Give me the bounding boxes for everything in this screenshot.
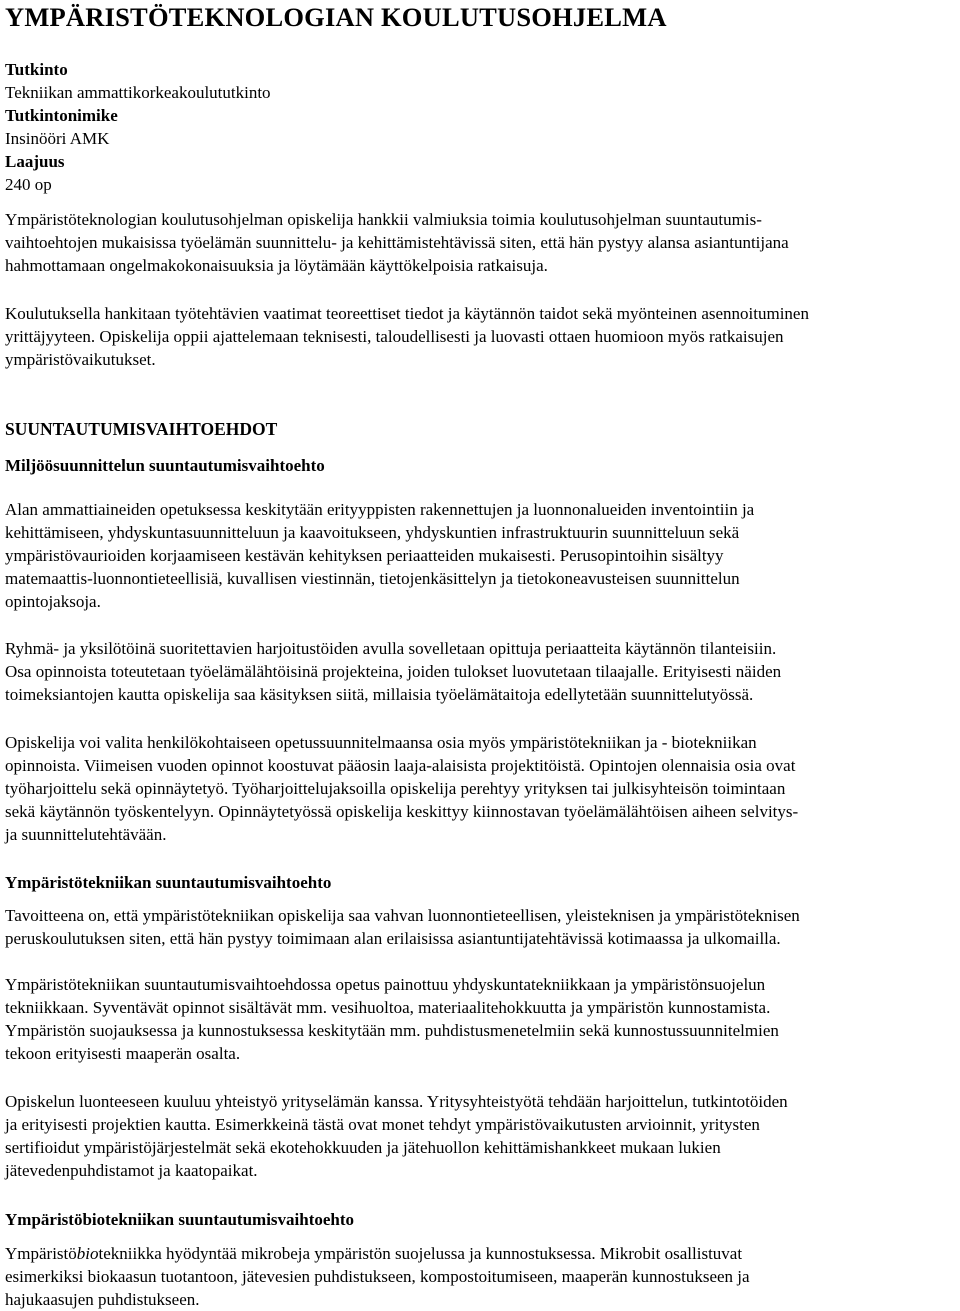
text-line: sertifioidut ympäristöjärjestelmät sekä ekotehokkuuden ja jätehuollon kehittämishankkeet mukaan lukien bbox=[5, 1138, 721, 1157]
text-line: opinnoista. Viimeisen vuoden opinnot koostuvat pääosin laaja-alaisista projektitöistä. Opintojen olennaisia osia ovat bbox=[5, 756, 796, 775]
ymparisto-heading: Ympäristötekniikan suuntautumisvaihtoehto bbox=[5, 873, 332, 892]
ymparisto-paragraph-1 bbox=[5, 904, 955, 950]
miljoo-paragraph-2 bbox=[5, 637, 955, 706]
text-line: Opiskelija voi valita henkilökohtaiseen opetussuunnitelmaansa osia myös ympäristötekniikan ja - biotekniikan bbox=[5, 733, 757, 752]
text-line: jätevedenpuhdistamot ja kaatopaikat. bbox=[5, 1161, 258, 1180]
miljoo-paragraph-3 bbox=[5, 731, 955, 846]
text-line: tekoon erityisesti maaperän osalta. bbox=[5, 1044, 241, 1063]
text-line: ympäristövaurioiden korjaamiseen kestävän kehityksen periaatteiden mukaisesti. Perusopintoihin sisältyy bbox=[5, 546, 724, 565]
ymparisto-paragraph-2 bbox=[5, 973, 955, 1065]
text-line: tekniikkaan. Syventävät opinnot sisältävät mm. vesihuoltoa, materiaalitehokkuutta ja ympäristön kunnostamista. bbox=[5, 998, 771, 1017]
degree-info bbox=[5, 58, 955, 196]
text-line: yrittäjyyteen. Opiskelija oppii ajattelemaan teknisesti, taloudellisesti ja luovasti ottaen huomioon myös ratkaisujen bbox=[5, 327, 784, 346]
text-line: Ympäristön suojauksessa ja kunnostuksessa keskitytään mm. puhdistusmenetelmiin sekä kunnostussuunnitelmien bbox=[5, 1021, 779, 1040]
text-line: esimerkiksi biokaasun tuotantoon, jätevesien puhdistukseen, kompostoitumiseen, maaperän kunnostukseen ja bbox=[5, 1267, 750, 1286]
bio-paragraph-1 bbox=[5, 1242, 955, 1311]
text-line: ympäristövaikutukset. bbox=[5, 350, 156, 369]
text-line: opintojaksoja. bbox=[5, 592, 101, 611]
text-line: Ympäristötekniikan suuntautumisvaihtoehdossa opetus painottuu yhdyskuntatekniikkaan ja ympäristönsuojelun bbox=[5, 975, 766, 994]
text-line: ja erityisesti projektien kautta. Esimerkkeinä tästä ovat monet tehdyt ympäristövaikutusten arvioinnit, yritysten bbox=[5, 1115, 760, 1134]
text-line: ja suunnittelutehtävään. bbox=[5, 825, 167, 844]
text-line: sekä käytännön työskentelyyn. Opinnäytetyössä opiskelija keskittyy kiinnostavan työelämälähtöisen aiheen selvitys- bbox=[5, 802, 799, 821]
scope-label: Laajuus bbox=[5, 152, 65, 171]
text-line: Ympäristöteknologian koulutusohjelman opiskelija hankkii valmiuksia toimia koulutusohjelman suuntautumis- bbox=[5, 210, 762, 229]
text-line: hajukaasujen puhdistukseen. bbox=[5, 1290, 200, 1309]
text-line: Osa opinnoista toteutetaan työelämälähtöisinä projekteina, joiden tulokset luovutetaan tilaajalle. Erityisesti näiden bbox=[5, 662, 782, 681]
ymparisto-paragraph-3 bbox=[5, 1090, 955, 1182]
text-run-italic: bio bbox=[76, 1244, 99, 1263]
text-line: matemaattis-luonnontieteellisiä, kuvallisen viestinnän, tietojenkäsittelyn ja tietokoneavusteisen suunnittelun bbox=[5, 569, 740, 588]
intro-paragraph-1 bbox=[5, 208, 955, 277]
text-run: Ympäristö bbox=[5, 1244, 77, 1263]
text-line: kehittämiseen, yhdyskuntasuunnitteluun ja kaavoitukseen, yhdyskuntien infrastruktuurin suunnitteluun sekä bbox=[5, 523, 740, 542]
degree-title-label: Tutkintonimike bbox=[5, 106, 118, 125]
text-line: Alan ammattiaineiden opetuksessa keskitytään erityyppisten rakennettujen ja luonnonalueiden inventointiin ja bbox=[5, 500, 755, 519]
text-line: Koulutuksella hankitaan työtehtävien vaatimat teoreettiset tiedot ja käytännön taidot sekä myönteinen asennoituminen bbox=[5, 304, 809, 323]
miljoo-paragraph-1 bbox=[5, 498, 955, 613]
text-line: työharjoittelu sekä opinnäytetyö. Työharjoittelujaksoilla opiskelija perehtyy yrityksen tai julkisyhteisön toimintaan bbox=[5, 779, 786, 798]
degree-value: Tekniikan ammattikorkeakoulututkinto bbox=[5, 83, 271, 102]
text-run: tekniikka hyödyntää mikrobeja ympäristön suojelussa ja kunnostuksessa. Mikrobit osallistuvat bbox=[98, 1244, 743, 1263]
text-line: Ryhmä- ja yksilötöinä suoritettavien harjoitustöiden avulla sovelletaan opittuja periaatteita käytännön tilanteisiin. bbox=[5, 639, 777, 658]
text-line: toimeksiantojen kautta opiskelija saa käsityksen siitä, millaisia työelämätaitoja edellytetään suunnittelutyössä. bbox=[5, 685, 754, 704]
degree-title-value: Insinööri AMK bbox=[5, 129, 110, 148]
document-title: YMPÄRISTÖTEKNOLOGIAN KOULUTUSOHJELMA bbox=[5, 2, 667, 32]
text-line bbox=[5, 1242, 955, 1265]
degree-label: Tutkinto bbox=[5, 60, 68, 79]
scope-value: 240 op bbox=[5, 175, 52, 194]
text-line: vaihtoehtojen mukaisissa työelämän suunnittelu- ja kehittämistehtävissä siten, että hän pystyy alansa asiantuntijana bbox=[5, 233, 789, 252]
bio-heading: Ympäristöbiotekniikan suuntautumisvaihtoehto bbox=[5, 1210, 355, 1229]
section-heading: SUUNTAUTUMISVAIHTOEHDOT bbox=[5, 419, 278, 439]
text-line: hahmottamaan ongelmakokonaisuuksia ja löytämään käyttökelpoisia ratkaisuja. bbox=[5, 256, 548, 275]
text-line: Opiskelun luonteeseen kuuluu yhteistyö yrityselämän kanssa. Yritysyhteistyötä tehdään harjoittelun, tutkintotöiden bbox=[5, 1092, 788, 1111]
text-line: Tavoitteena on, että ympäristötekniikan opiskelija saa vahvan luonnontieteellisen, yleisteknisen ja ympäristöteknisen bbox=[5, 906, 800, 925]
text-line: peruskoulutuksen siten, että hän pystyy toimimaan alan erilaisissa asiantuntijatehtävissä kotimaassa ja ulkomailla. bbox=[5, 929, 781, 948]
miljoo-heading: Miljöösuunnittelun suuntautumisvaihtoehto bbox=[5, 456, 325, 475]
intro-paragraph-2 bbox=[5, 302, 955, 371]
